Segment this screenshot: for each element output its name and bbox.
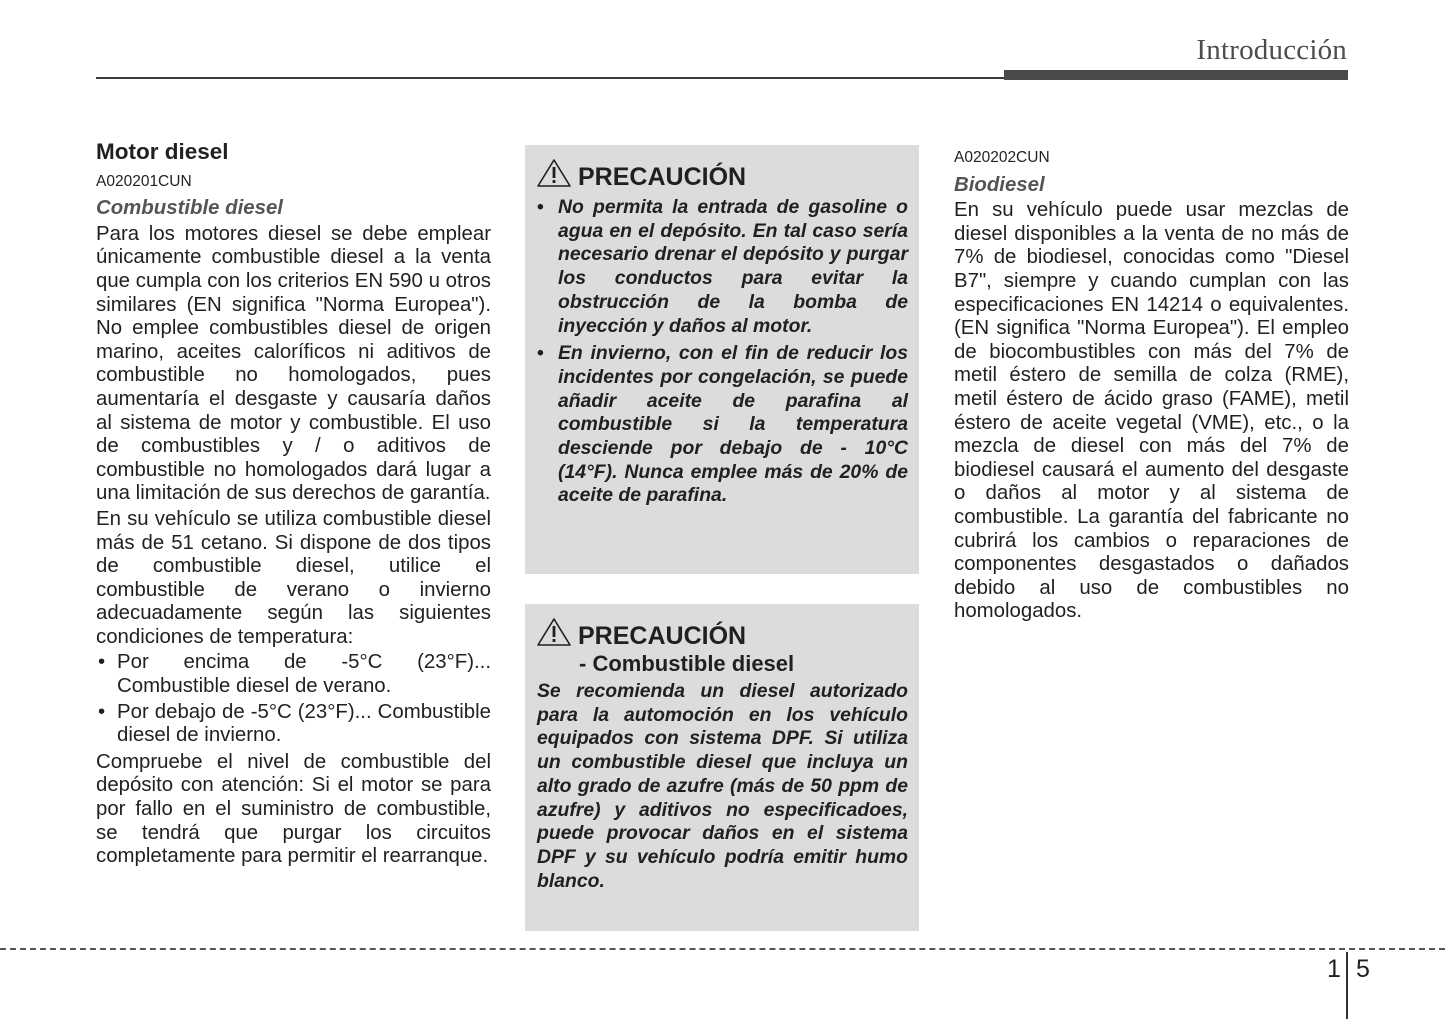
- warning-triangle-icon: [537, 618, 571, 646]
- caution-list: [537, 196, 908, 508]
- footer-dashed-rule: [0, 948, 1445, 950]
- caution-header: [537, 159, 908, 192]
- caution-subtitle: - Combustible diesel: [579, 651, 795, 676]
- caution-box-1: [525, 145, 919, 574]
- paragraph: En su vehículo se utiliza combustible diesel más de 51 cetano. Si dispone de dos tipos de combustible diesel, utilice el combustible de verano o invierno adecuadamente según las siguientes condiciones de temperatura:: [96, 507, 491, 648]
- caution-title: PRECAUCIÓN: [578, 622, 747, 650]
- header-rule-thin: [96, 77, 1004, 79]
- list-item: • En invierno, con el fin de reducir los incidentes por congelación, se puede añadir aceite de parafina al combustible si la temperatura desciende por debajo de - 10°C (14°F). Nunca emplee más de 20% de aceite de parafina.: [537, 342, 908, 508]
- subheading-biodiesel: Biodiesel: [954, 173, 1045, 196]
- chapter-number: 1: [1327, 955, 1341, 983]
- temperature-list: [96, 651, 491, 747]
- section-heading: Motor diesel: [96, 139, 229, 164]
- section-code: A020202CUN: [954, 149, 1050, 166]
- caution-title: PRECAUCIÓN: [578, 163, 747, 191]
- caution-box-2: [525, 604, 919, 931]
- page-number-divider: [1346, 952, 1348, 1019]
- left-column: [96, 140, 491, 871]
- caution-body: Se recomienda un diesel autorizado para la automoción en los vehículo equipados con sistema DPF. Si utiliza un combustible diesel que incluya un alto grado de azufre (más de 50 ppm de azufre) y aditivos no especificadoes, puede provocar daños en el sistema DPF y su vehículo podría emitir humo blanco.: [537, 680, 908, 892]
- chapter-title: Introducción: [1196, 34, 1347, 66]
- right-column: [954, 140, 1349, 626]
- list-item: • No permita la entrada de gasoline o agua en el depósito. En tal caso sería necesario drenar el depósito y purgar los conductos para evitar la obstrucción de la bomba de inyección y daños al motor.: [537, 196, 908, 338]
- paragraph: Compruebe el nivel de combustible del depósito con atención: Si el motor se para por fallo en el suministro de combustible, se tendrá que purgar los circuitos completamente para permitir el rearranque.: [96, 750, 491, 868]
- page-number: 5: [1356, 955, 1370, 983]
- list-item: • Por encima de -5°C (23°F)... Combustible diesel de verano.: [96, 651, 491, 698]
- caution-header: [537, 618, 908, 651]
- paragraph: En su vehículo puede usar mezclas de diesel disponibles a la venta de no más de 7% de biodiesel, conocidas como "Diesel B7", siempre y cuando cumplan con las especificaciones EN 14214 o equivalentes. (EN significa "Norma Europea"). El empleo de biocombustibles con más del 7% de metil éstero de semilla de colza (RME), metil éstero de ácido graso (FAME), metil éstero de aceite vegetal (VME), etc., o la mezcla de diesel con más del 7% de biodiesel causará el aumento del desgaste o daños al motor y al sistema de combustible. La garantía del fabricante no cubrirá los cambios o reparaciones de componentes desgastados o dañados debido al uso de combustibles no homologados.: [954, 199, 1349, 623]
- header-rule-thick: [1004, 70, 1348, 80]
- subheading-combustible-diesel: Combustible diesel: [96, 197, 283, 220]
- list-item: • Por debajo de -5°C (23°F)... Combustible diesel de invierno.: [96, 701, 491, 748]
- paragraph: Para los motores diesel se debe emplear únicamente combustible diesel a la venta que cumpla con los criterios EN 590 u otros similares (EN significa "Norma Europea"). No emplee combustibles diesel de origen marino, aceites caloríficos ni aditivos de combustible no homologados, pues aumentaría el desgaste y causaría daños al sistema de motor y combustible. El uso de combustibles y / o aditivos de combustible no homologados dará lugar a una limitación de sus derechos de garantía.: [96, 222, 491, 505]
- section-code: A020201CUN: [96, 172, 192, 190]
- warning-triangle-icon: [537, 159, 571, 187]
